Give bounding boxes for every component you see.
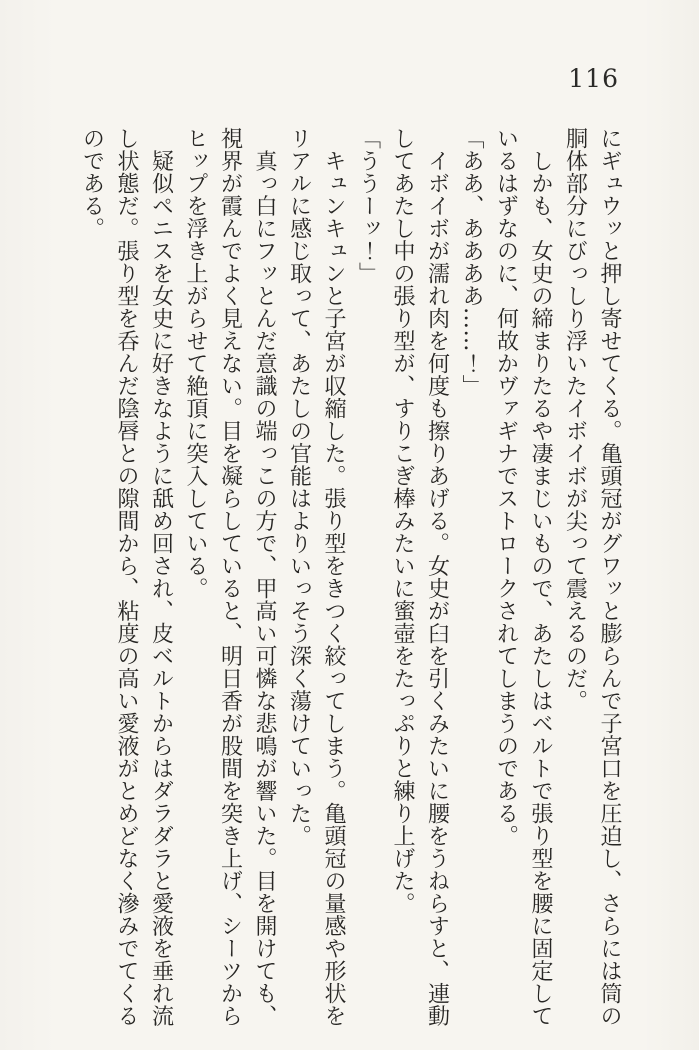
text-line: しかも、女史の締まりたるや凄まじいもので、あたしはベルトで張り型を腰に固定して [528, 127, 553, 1027]
text-line: にギュウッと押し寄せてくる。亀頭冠がグワッと膨らんで子宮口を圧迫し、さらには筒の [597, 127, 622, 1027]
page-number: 116 [568, 64, 619, 93]
text-line: 「ううーッ！」 [355, 127, 381, 285]
text-line: いるはずなのに、何故かヴァギナでストロークされてしまうのである。 [493, 127, 519, 847]
text-line: 疑似ペニスを女史に好きなように舐め回され、皮ベルトからはダラダラと愛液を垂れ流 [148, 127, 174, 1027]
text-line: 真っ白にフッとんだ意識の端っこの方で、甲高い可憐な悲鳴が響いた。目を開けても、 [252, 127, 277, 1027]
text-line: ヒップを浮き上がらせて絶頂に突入している。 [183, 127, 208, 600]
text-line: のである。 [79, 127, 105, 240]
text-line: し状態だ。張り型を呑んだ陰唇との隙間から、粘度の高い愛液がとめどなく滲みでてくる [114, 127, 139, 1027]
text-line: イボイボが濡れ肉を何度も擦りあげる。女史が臼を引くみたいに腰をうねらすと、連動 [424, 127, 450, 1027]
text-line: 「ああ、ああああ……！」 [459, 127, 484, 397]
page-text-block [74, 127, 626, 1035]
text-line: してあたし中の張り型が、すりこぎ棒みたいに蜜壺をたっぷりと練り上げた。 [390, 127, 415, 915]
text-line: キュンキュンと子宮が収縮した。張り型をきつく絞ってしまう。亀頭冠の量感や形状を [321, 127, 346, 1027]
text-line: 胴体部分にびっしり浮いたイボイボが尖って震えるのだ。 [562, 127, 588, 712]
text-line: リアルに感じ取って、あたしの官能はよりいっそう深く蕩けていった。 [286, 127, 312, 847]
text-line: 視界が霞んでよく見えない。目を凝らしていると、明日香が股間を突き上げ、シーツから [217, 127, 243, 1027]
